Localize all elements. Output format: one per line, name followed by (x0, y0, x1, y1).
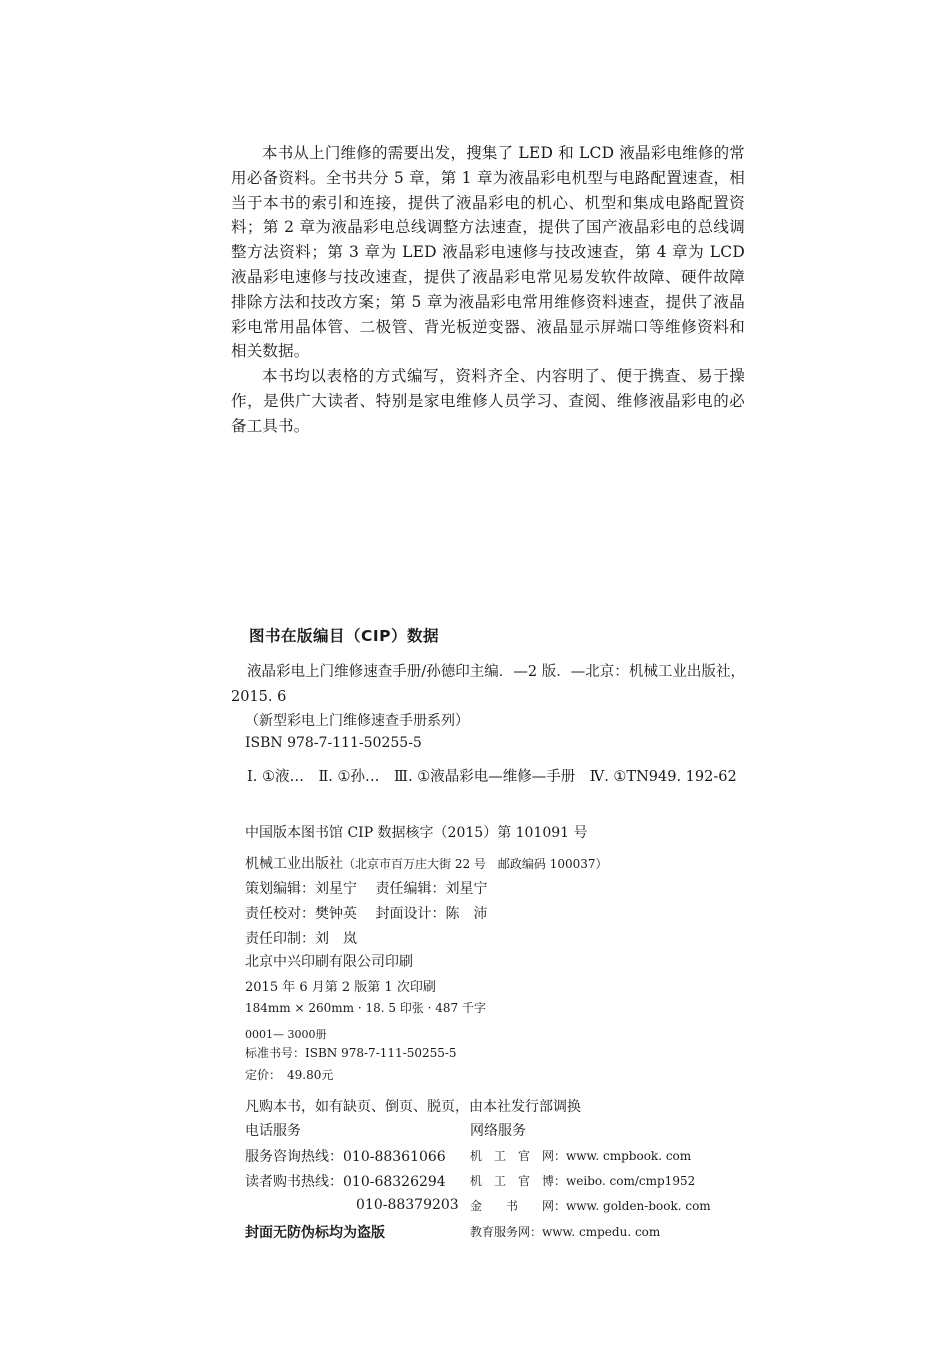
publisher-name: 机械工业出版社 (245, 856, 343, 872)
cip-isbn: ISBN 978-7-111-50255-5 (245, 735, 422, 751)
purchase-hotline: 读者购书热线：010-68326294 (245, 1174, 446, 1190)
intro-paragraph-2: 本书均以表格的方式编写，资料齐全、内容明了、便于携查、易于操作，是供广大读者、特别是家电维修人员学习、查阅、维修液晶彩电的必备工具书。 (231, 367, 745, 435)
anti-piracy-notice: 封面无防伪标均为盗版 (245, 1225, 385, 1241)
introduction (231, 141, 745, 439)
cip-classification: Ⅰ. ①液… Ⅱ. ①孙… Ⅲ. ①液晶彩电—维修—手册 Ⅳ. ①TN949. 192-62 (247, 769, 737, 785)
official-website: 机 工 官 网：www. cmpbook. com (470, 1149, 692, 1163)
cip-title: 图书在版编目（CIP）数据 (249, 627, 440, 645)
book-format: 184mm × 260mm · 18. 5 印张 · 487 千字 (245, 1001, 486, 1015)
golden-book-website: 金 书 网：www. golden-book. com (470, 1199, 711, 1213)
official-weibo-line: 机 工 官 博：weibo. com/cmp1952 (470, 1174, 696, 1188)
price: 定价： 49.80元 (245, 1068, 334, 1082)
publisher-line (245, 853, 608, 873)
printing-supervisor: 责任印制：刘 岚 (245, 931, 357, 947)
consult-hotline: 服务咨询热线：010-88361066 (245, 1149, 446, 1165)
edition: 2015 年 6 月第 2 版第 1 次印刷 (245, 980, 436, 995)
print-run: 0001— 3000册 (245, 1028, 327, 1041)
cip-series: （新型彩电上门维修速查手册系列） (245, 713, 469, 729)
publisher-address: （北京市百万庄大街 22 号 邮政编码 100037） (343, 857, 608, 871)
purchase-hotline-2: 010-88379203 (356, 1197, 459, 1213)
proofreader: 责任校对：樊钟英 封面设计：陈 沛 (245, 906, 488, 922)
printer: 北京中兴印刷有限公司印刷 (245, 954, 413, 970)
phone-service-header: 电话服务 (245, 1123, 301, 1139)
web-service-header: 网络服务 (470, 1123, 526, 1139)
replacement-notice: 凡购本书，如有缺页、倒页、脱页，由本社发行部调换 (245, 1099, 581, 1115)
cip-entry: 液晶彩电上门维修速查手册/孙德印主编．—2 版．—北京：机械工业出版社，2015. 6 (231, 664, 745, 705)
planning-editor: 策划编辑：刘星宁 责任编辑：刘星宁 (245, 881, 488, 897)
standard-number: 标准书号：ISBN 978-7-111-50255-5 (245, 1046, 457, 1060)
cip-verification: 中国版本图书馆 CIP 数据核字（2015）第 101091 号 (245, 825, 588, 841)
education-website: 教育服务网：www. cmpedu. com (470, 1225, 661, 1239)
intro-paragraph-1: 本书从上门维修的需要出发，搜集了 LED 和 LCD 液晶彩电维修的常用必备资料。全书共分 5 章，第 1 章为液晶彩电机型与电路配置速查，相当于本书的索引和连接，提供了液晶彩电的机心、机型和集成电路配置资料；第 2 章为液晶彩电总线调整方法速查，提供了国产液晶彩电的总线调整方法资料；第 3 章为 LED 液晶彩电速修与技改速查，第 4 章为 LCD 液晶彩电速修与技改速查，提供了液晶彩电常见易发软件故障、硬件故障排除方法和技改方案；第 5 章为液晶彩电常用维修资料速查，提供了液晶彩电常用晶体管、二极管、背光板逆变器、液晶显示屏端口等维修资料和相关数据。 (231, 144, 745, 361)
